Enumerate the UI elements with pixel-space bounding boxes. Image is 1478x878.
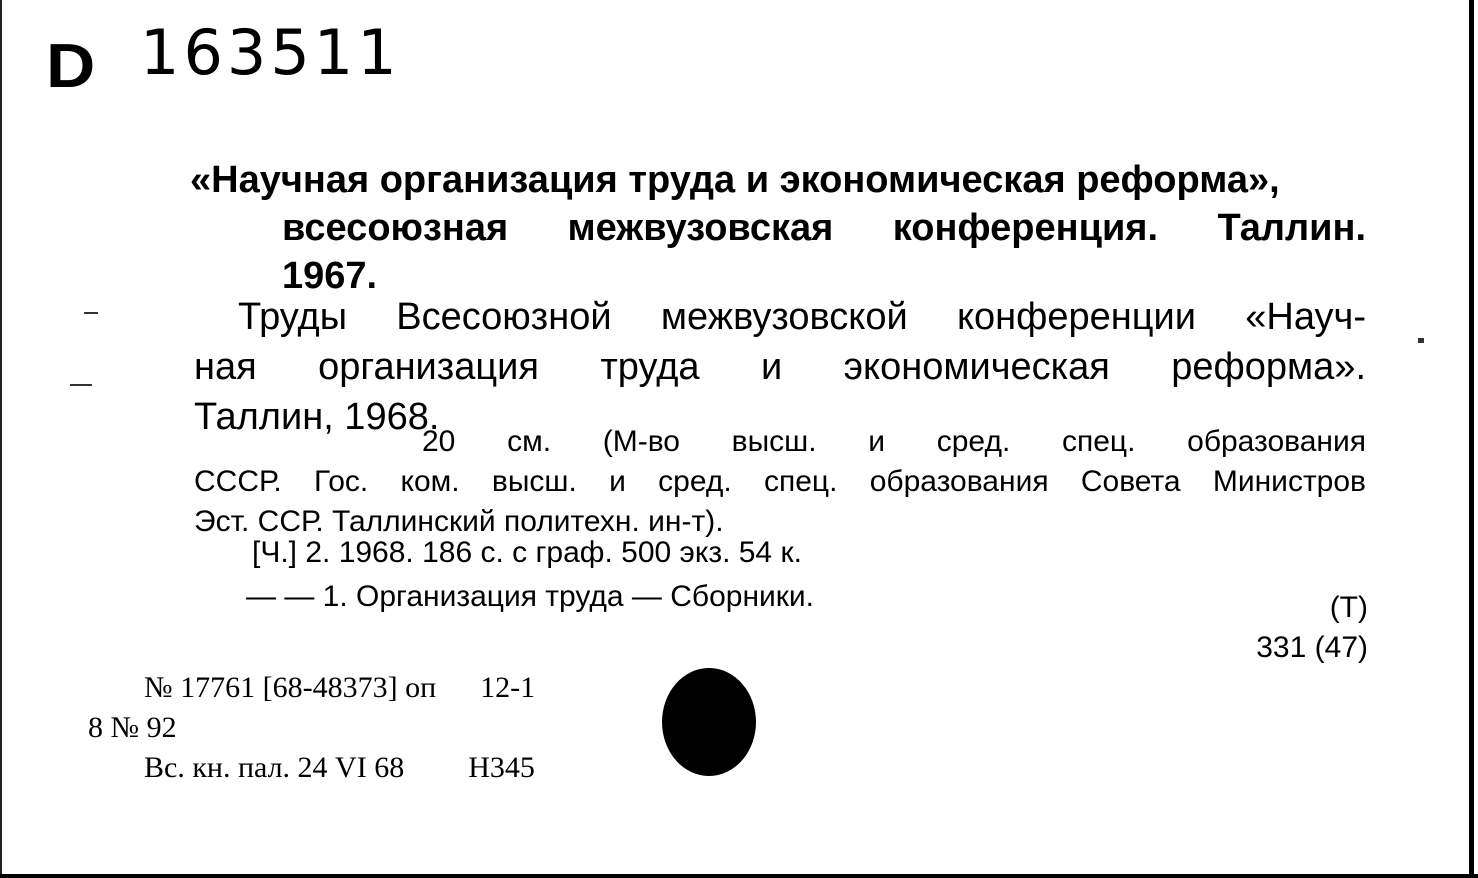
card-bottom-edge	[0, 874, 1478, 878]
classification-line-2: 331 (47)	[1256, 631, 1368, 664]
title-line-3: Таллин, 1968.	[194, 396, 440, 438]
classification-line-1: (Т)	[1329, 591, 1368, 624]
ink-speck	[84, 312, 98, 314]
card-description	[194, 422, 1366, 542]
card-heading	[190, 156, 1366, 300]
heading-line-1: «Научная организация труда и экономическая реформа»,	[190, 159, 1280, 201]
footer-line-1	[88, 668, 535, 708]
description-line-2: СССР. Гос. ком. высш. и сред. спец. образования Совета Министров	[194, 465, 1366, 498]
description-line-3: Эст. ССР. Таллинский политехн. ин-т).	[194, 505, 724, 538]
card-footer	[88, 668, 535, 788]
card-title	[194, 292, 1366, 442]
punch-hole	[662, 668, 756, 776]
call-letter: D	[46, 32, 96, 101]
subject-heading: — — 1. Организация труда — Сборники.	[246, 580, 815, 613]
footer-record-code: 12-1	[480, 671, 536, 704]
heading-line-2: всесоюзная межвузовская конференция. Таллин.	[282, 207, 1366, 249]
ink-speck	[1418, 338, 1424, 343]
footer-chamber-code: Н345	[468, 751, 535, 784]
footer-line-3	[88, 748, 535, 788]
card-right-edge	[1469, 0, 1474, 878]
description-line-1: 20 см. (М-во высш. и сред. спец. образования	[422, 425, 1366, 458]
call-number: 163511	[140, 16, 401, 89]
title-line-2: ная организация труда и экономическая реформа».	[194, 346, 1366, 388]
footer-line-2: 8 № 92	[88, 711, 177, 744]
footer-record-number: № 17761 [68-48373] оп	[144, 671, 437, 704]
title-line-1: Труды Всесоюзной межвузовской конференции «Науч-	[238, 296, 1366, 338]
imprint-line: [Ч.] 2. 1968. 186 с. с граф. 500 экз. 54 к.	[252, 536, 802, 569]
footer-chamber-date: Вс. кн. пал. 24 VI 68	[144, 751, 405, 784]
heading-line-3: 1967.	[282, 255, 378, 297]
classification-code	[1256, 588, 1368, 668]
card-left-edge	[0, 0, 2, 878]
ink-speck	[70, 384, 92, 386]
